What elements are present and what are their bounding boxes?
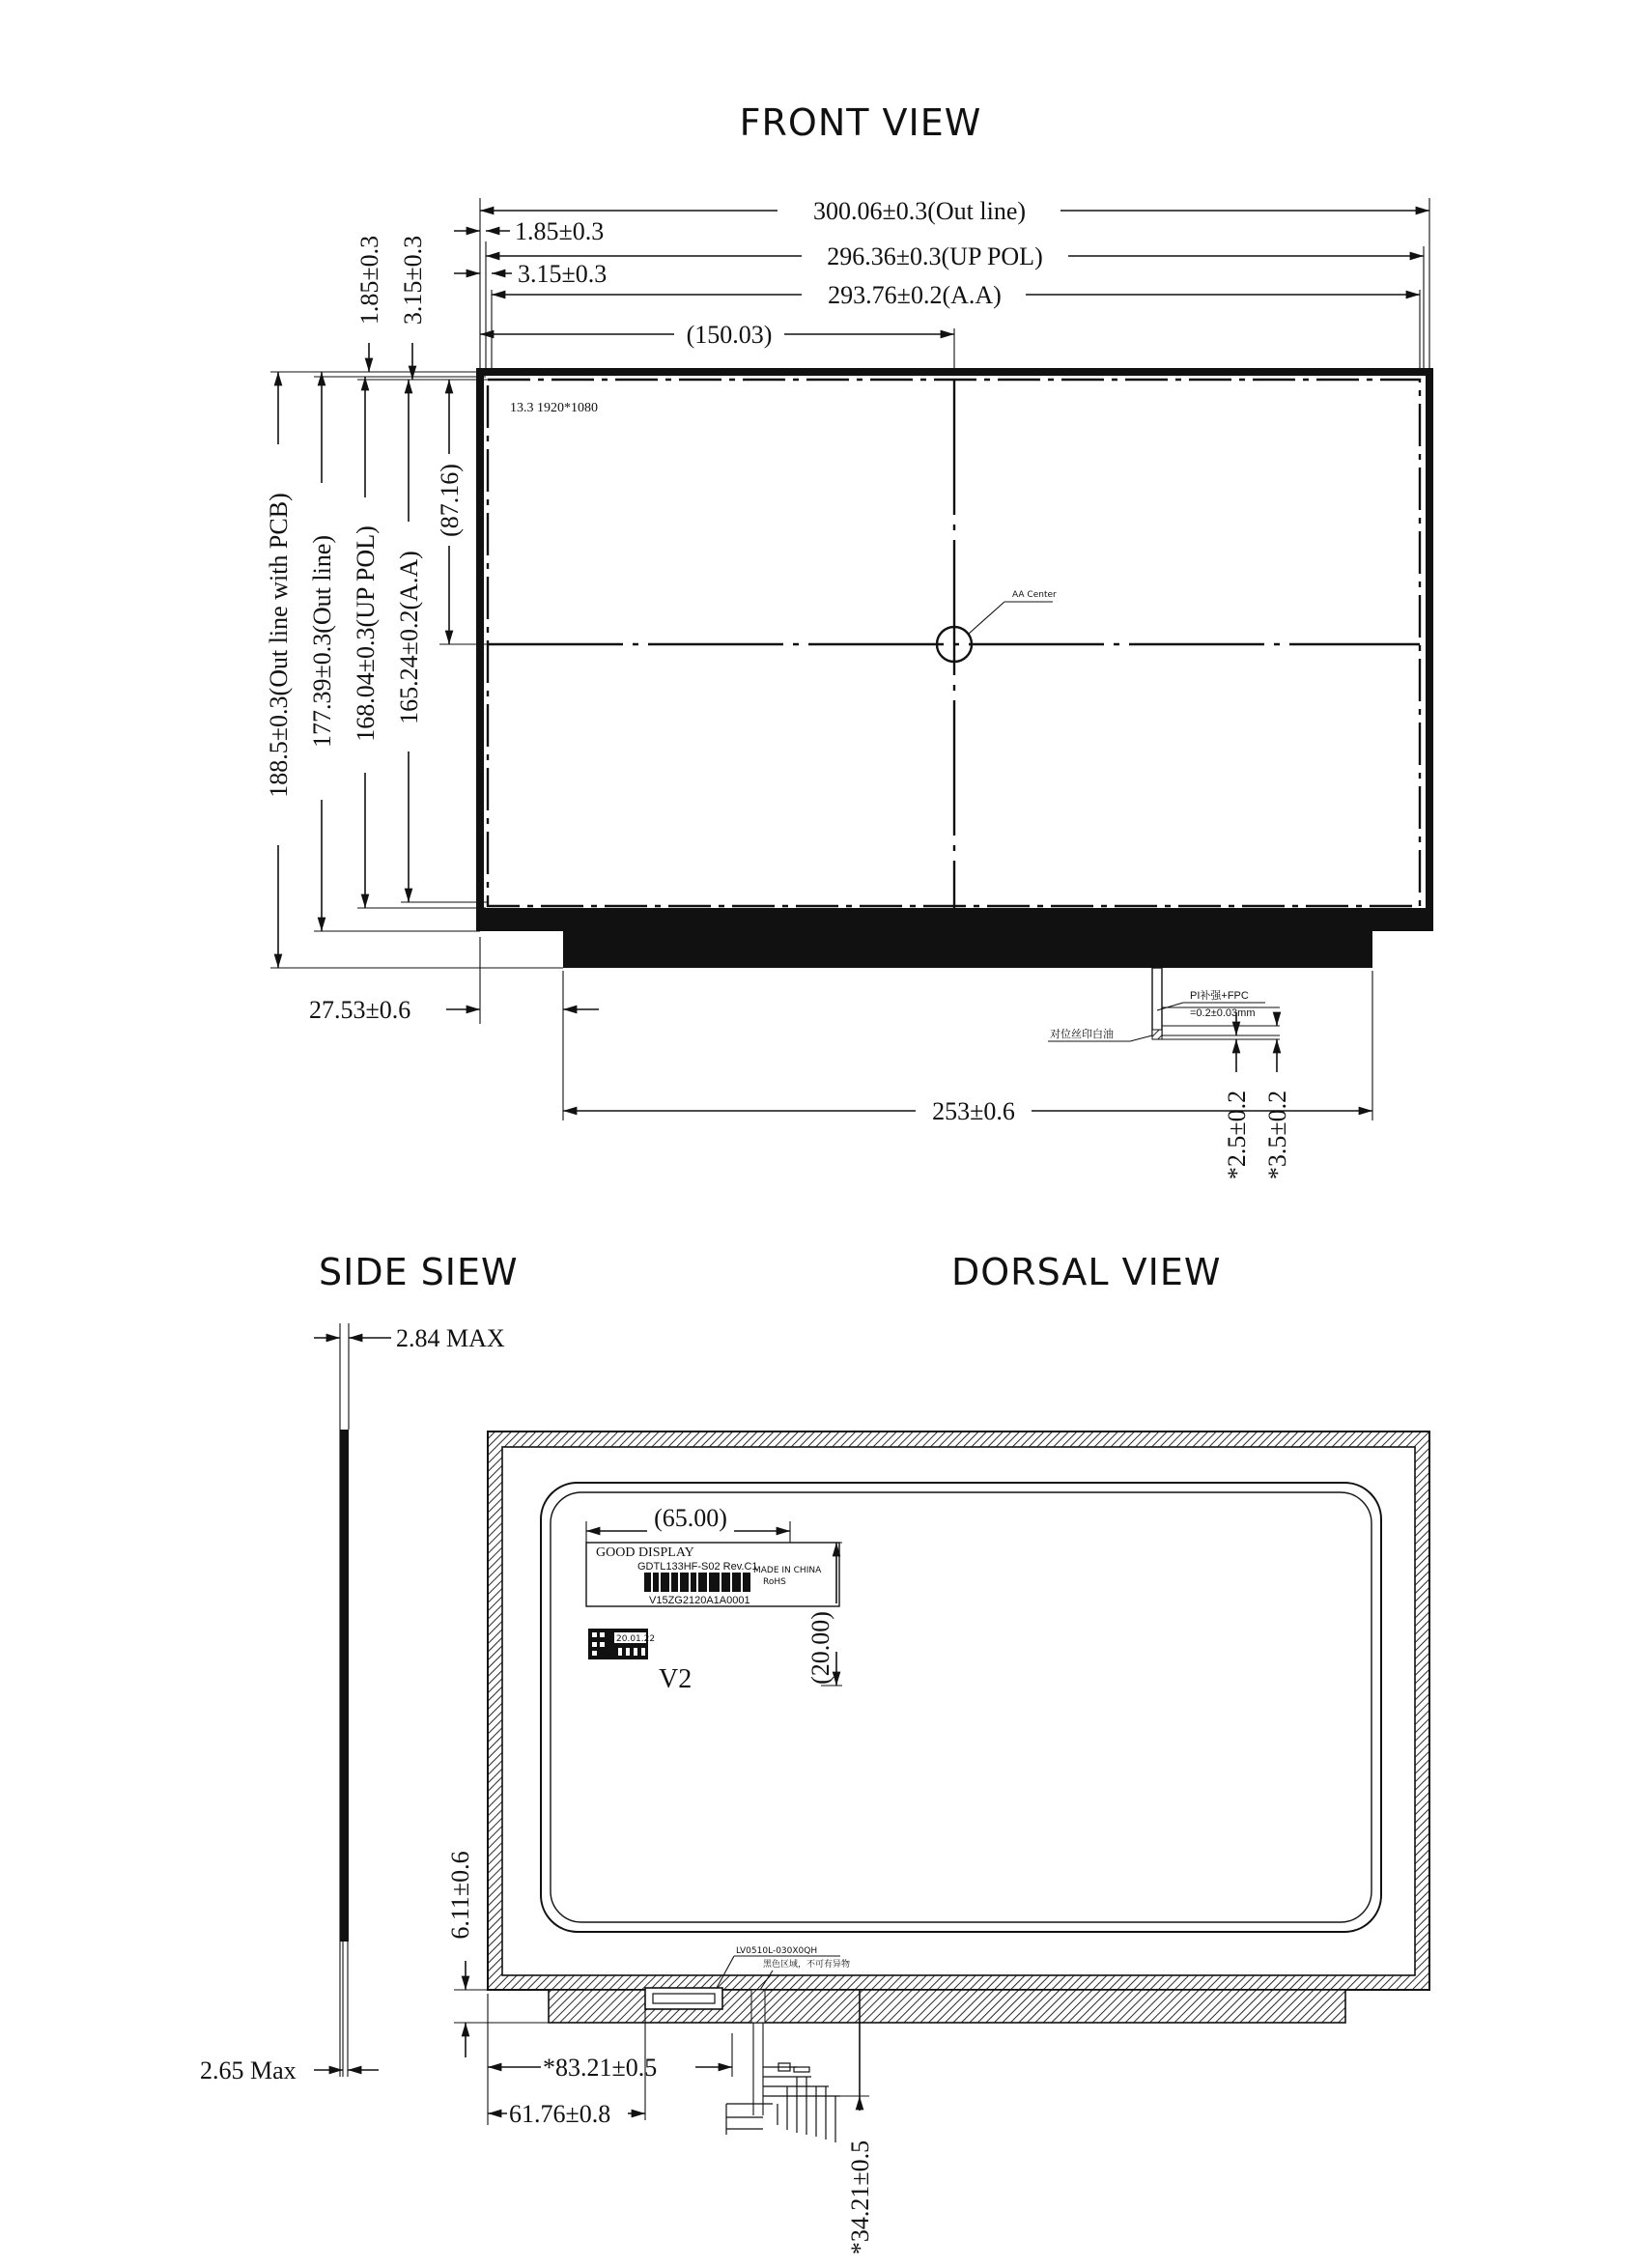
side-profile	[340, 1430, 349, 1942]
label-rohs: RoHS	[763, 1577, 786, 1587]
label-brand: GOOD DISPLAY	[596, 1545, 694, 1560]
version-mark: V2	[659, 1664, 693, 1694]
dim-pcb-width: 253±0.6	[932, 1097, 1015, 1125]
dim-outline-height: 177.39±0.3(Out line)	[308, 534, 336, 749]
dim-half-height: (87.16)	[436, 464, 464, 537]
dim-conn-83: *83.21±0.5	[543, 2054, 658, 2082]
dim-edge: 6.11±0.6	[446, 1851, 474, 1940]
fpc-fan	[726, 2063, 840, 2142]
label-model: GDTL133HF-S02 Rev.C1	[637, 1561, 758, 1573]
dim-outline-pcb-height: 188.5±0.3(Out line with PCB)	[265, 493, 293, 798]
dim-fpc-offset: 27.53±0.6	[309, 996, 411, 1024]
panel-bottom-border	[480, 908, 1429, 931]
model-resolution-text: 13.3 1920*1080	[510, 401, 598, 415]
dim-outline-width: 300.06±0.3(Out line)	[812, 197, 1027, 225]
dorsal-view	[446, 1432, 1429, 2254]
dorsal-view-title: DORSAL VIEW	[951, 1251, 1222, 1293]
fpc-note-thickness: =0.2±0.03mm	[1190, 1007, 1256, 1019]
side-max-bottom: 2.65 Max	[200, 2056, 297, 2084]
dim-conn-61: 61.76±0.8	[509, 2100, 611, 2128]
dim-conn-34: *34.21±0.5	[846, 2140, 874, 2255]
dim-left-185: 1.85±0.3	[515, 217, 605, 245]
dim-aa-width: 293.76±0.2(A.A)	[828, 281, 1002, 309]
dim-fpc-35: *3.5±0.2	[1263, 1090, 1291, 1180]
dim-label-height: (20.00)	[806, 1611, 834, 1685]
connector-note: 黑色区域，不可有异物	[763, 1960, 851, 1970]
dim-fpc-25: *2.5±0.2	[1223, 1090, 1251, 1180]
dim-label-width: (65.00)	[654, 1504, 727, 1532]
connector	[645, 1988, 722, 2009]
fpc-note-material: PI补强+FPC	[1190, 990, 1249, 1002]
side-view	[200, 1323, 505, 2084]
side-view-title: SIDE SIEW	[319, 1251, 519, 1293]
pcb-strip	[563, 929, 1372, 968]
dim-uppol-height: 168.04±0.3(UP POL)	[352, 525, 380, 742]
label-serial: V15ZG2120A1A0001	[649, 1595, 750, 1606]
fpc-silk-mark	[1152, 1030, 1162, 1039]
dim-aa-height: 165.24±0.2(A.A)	[395, 551, 423, 724]
dim-top-315: 3.15±0.3	[399, 235, 427, 326]
label-made-in: MADE IN CHINA	[753, 1566, 822, 1575]
fpc-tail	[1152, 968, 1162, 1035]
dim-half-width: (150.03)	[686, 321, 773, 349]
dim-top-185: 1.85±0.3	[355, 235, 383, 326]
date-code: 20.01.22	[616, 1634, 656, 1644]
dim-left-315: 3.15±0.3	[518, 260, 608, 288]
front-view-title: FRONT VIEW	[739, 101, 982, 144]
silk-note: 对位丝印白油	[1050, 1029, 1114, 1040]
connector-part-number: LV0510L-030X0QH	[736, 1946, 818, 1956]
dim-uppol-width: 296.36±0.3(UP POL)	[827, 242, 1043, 270]
front-view	[265, 197, 1429, 1179]
aa-center-label: AA Center	[1012, 590, 1057, 600]
side-max-top: 2.84 MAX	[396, 1324, 505, 1352]
